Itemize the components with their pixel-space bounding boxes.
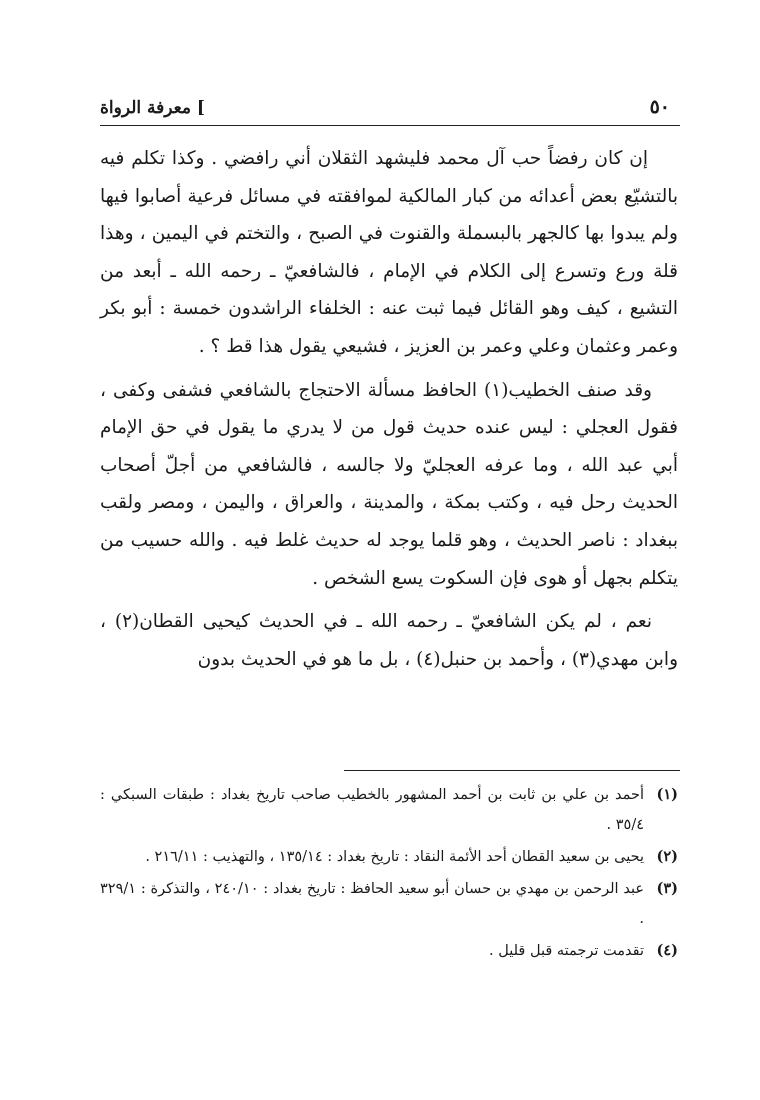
footnote-text: أحمد بن علي بن ثابت بن أحمد المشهور بالخطيب صاحب تاريخ بغداد : طبقات السبكي : ٣٥/٤ .	[100, 787, 644, 833]
running-header	[100, 92, 680, 126]
footnote	[100, 874, 678, 934]
footnotes	[100, 780, 678, 968]
paragraph: إن كان رفضاً حب آل محمد فليشهد الثقلان أني رافضي . وكذا تكلم فيه بالتشيّع بعض أعدائه من كبار المالكية لموافقته في مسائل فرعية أصابوا فيها ولم يبدوا بها كالجهر بالبسملة والقنوت في الصبح ، والتختم في اليمين ، وهذا قلة ورع وتسرع إلى الكلام في الإمام ، فالشافعيّ ـ رحمه الله ـ أبعد من التشيع ، كيف وهو القائل فيما ثبت عنه : الخلفاء الراشدون خمسة : أبو بكر وعمر وعثمان وعلي وعمر بن العزيز ، فشيعي يقول هذا قط ؟ .	[100, 148, 678, 357]
page-number: ٥٠	[649, 96, 670, 118]
footnote-number: (٤)	[656, 942, 678, 959]
footnote-divider	[344, 770, 680, 771]
footnote-text: تقدمت ترجمته قبل قليل .	[489, 943, 644, 959]
footnote	[100, 936, 678, 966]
header-divider	[100, 125, 680, 126]
main-text	[100, 140, 678, 684]
footnote-number: (٢)	[656, 848, 678, 865]
footnote-text: يحيى بن سعيد القطان أحد الأئمة النقاد : تاريخ بغداد : ١٣٥/١٤ ، والتهذيب : ٢١٦/١١ .	[145, 849, 644, 865]
footnote	[100, 842, 678, 872]
paragraph: نعم ، لم يكن الشافعيّ ـ رحمه الله ـ في الحديث كيحيى القطان(٢) ، وابن مهدي(٣) ، وأحمد بن حنبل(٤) ، بل ما هو في الحديث بدون	[100, 611, 678, 670]
paragraph: وقد صنف الخطيب(١) الحافظ مسألة الاحتجاج بالشافعي فشفى وكفى ، فقول العجلي : ليس عنده حديث قول من لا يدري ما يقول في حق الإمام أبي عبد الله ، وما عرفه العجليّ ولا جالسه ، فالشافعي من أجلّ أصحاب الحديث رحل فيه ، وكتب بمكة ، والمدينة ، والعراق ، واليمن ، ومصر ولقب ببغداد : ناصر الحديث ، وهو قلما يوجد له حديث غلط فيه . والله حسيب من يتكلم بجهل أو هوى فإن السكوت يسع الشخص .	[100, 379, 678, 589]
footnote	[100, 780, 678, 840]
footnote-number: (١)	[656, 786, 678, 803]
footnote-number: (٣)	[656, 880, 678, 897]
footnote-text: عبد الرحمن بن مهدي بن حسان أبو سعيد الحافظ : تاريخ بغداد : ٢٤٠/١٠ ، والتذكرة : ٣٢٩/١ .	[100, 881, 644, 927]
running-title: ] معرفة الرواة	[100, 98, 205, 118]
